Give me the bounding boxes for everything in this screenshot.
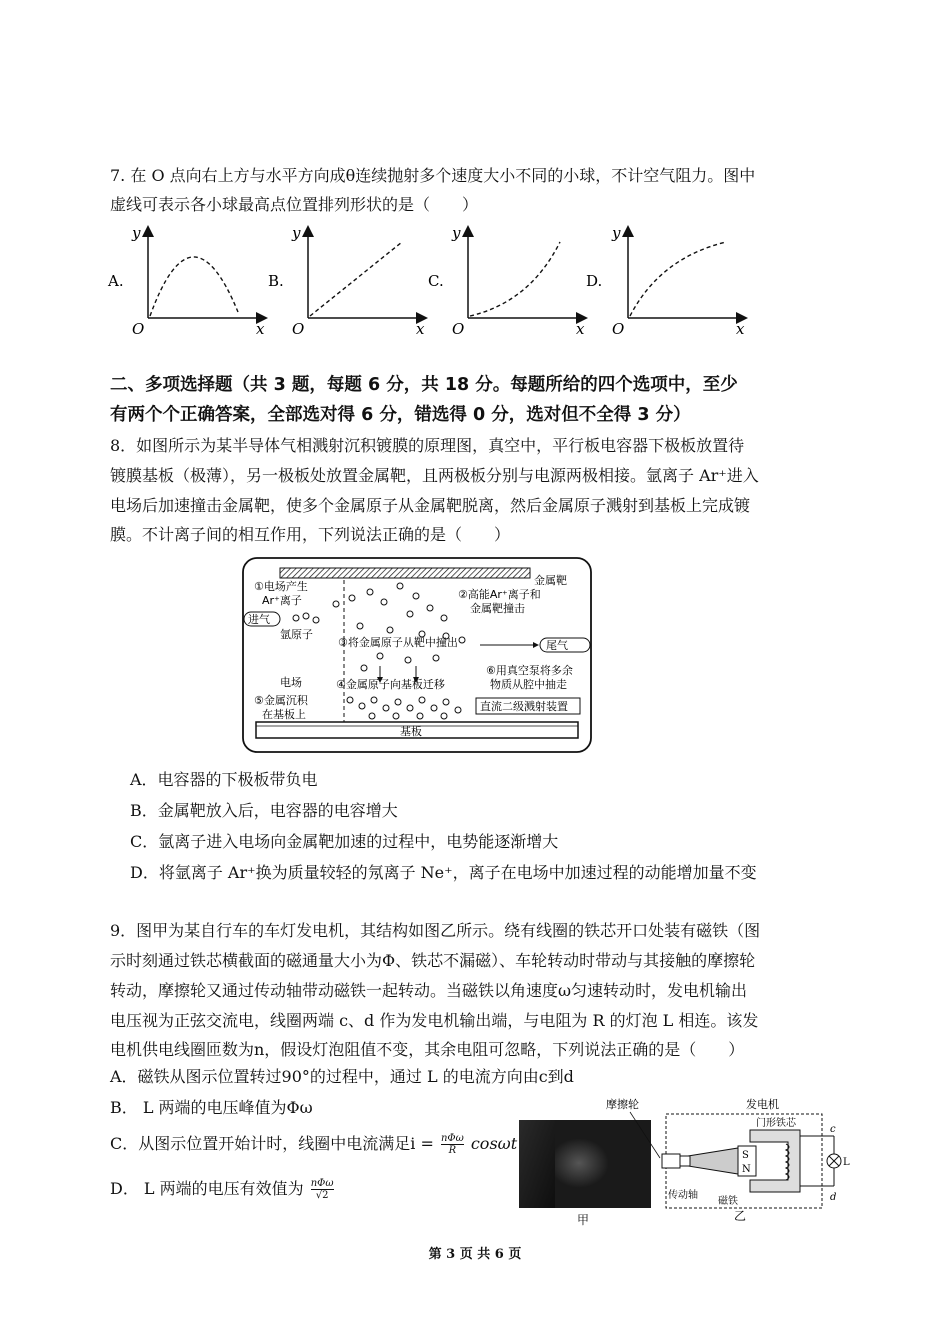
label-step3: ③将金属原子从靶中撞出: [338, 636, 458, 649]
label-shaft: 传动轴: [668, 1190, 698, 1201]
q8-option-a[interactable]: A．电容器的下极板带负电: [130, 770, 318, 789]
q7-graph-a[interactable]: [107, 224, 265, 338]
q7-graph-c-origin: O: [452, 320, 465, 338]
label-friction-wheel: 摩擦轮: [606, 1098, 639, 1111]
label-device: 直流二级溅射装置: [480, 700, 568, 713]
label-c: c: [830, 1124, 836, 1135]
label-argon: 氩原子: [280, 628, 313, 641]
q9-option-a[interactable]: A．磁铁从图示位置转过90°的过程中，通过 L 的电流方向由c到d: [110, 1067, 574, 1086]
q7-graph-d-label: D.: [586, 272, 603, 290]
q7-graph-a-x: x: [256, 320, 265, 338]
q7-graph-b-y: y: [292, 224, 301, 242]
q7-graph-d-origin: O: [612, 320, 625, 338]
label-substrate: 基板: [400, 725, 422, 738]
friction-wheel: [662, 1154, 680, 1168]
q7-curve-c: [470, 242, 560, 316]
q7-graph-c-y: y: [452, 224, 461, 242]
q9-stem-line5: 电机供电线圈匝数为n，假设灯泡阻值不变，其余电阻可忽略，下列说法正确的是（ ）: [110, 1040, 745, 1059]
q7-curve-a: [150, 257, 238, 316]
label-magnet: 磁铁: [718, 1196, 738, 1207]
q8-option-b[interactable]: B．金属靶放入后，电容器的电容增大: [130, 801, 398, 820]
q9-figure-jia-caption: 甲: [577, 1213, 590, 1227]
label-inlet: 进气: [248, 613, 270, 626]
q8-stem-line2: 镀膜基板（极薄），另一极板处放置金属靶，且两极板分别与电源两极相接。氩离子 Ar⁺进入: [110, 466, 759, 485]
label-exhaust: 尾气: [546, 639, 568, 652]
label-step1a: ①电场产生: [254, 580, 308, 593]
q9-option-c-numerator: nΦω: [440, 1133, 464, 1144]
q9-option-c-suffix: cosωt: [470, 1134, 518, 1153]
q7-graph-b-origin: O: [292, 320, 305, 338]
label-field: 电场: [280, 676, 302, 689]
q9-figure-yi-schematic: [600, 1094, 850, 1224]
q7-graph-c-label: C.: [428, 272, 444, 290]
q8-option-d[interactable]: D．将氩离子 Ar⁺换为质量较轻的氖离子 Ne⁺，离子在电场中加速过程的动能增加量不变: [130, 863, 757, 882]
q9-stem-line3: 转动，摩擦轮又通过传动轴带动磁铁一起转动。当磁铁以角速度ω匀速转动时，发电机输出: [110, 981, 748, 1000]
label-generator: 发电机: [746, 1098, 779, 1111]
q8-sputtering-diagram: [240, 556, 616, 756]
q7-option-graphs: [100, 220, 760, 340]
metal-target: [280, 568, 530, 578]
q7-graph-b-x: x: [416, 320, 425, 338]
label-yi: 乙: [734, 1209, 747, 1223]
q7-graph-b[interactable]: [268, 224, 425, 338]
q9-option-c-denominator: R: [448, 1145, 457, 1156]
q9-option-d-numerator: nΦω: [310, 1178, 334, 1189]
label-target: 金属靶: [534, 574, 567, 587]
page-footer: 第 3 页 共 6 页: [428, 1247, 522, 1262]
label-core: 门形铁芯: [756, 1118, 796, 1129]
q8-option-c[interactable]: C．氩离子进入电场向金属靶加速的过程中，电势能逐渐增大: [130, 832, 559, 851]
q7-graph-a-y: y: [132, 224, 141, 242]
label-step2b: 金属靶撞击: [470, 602, 525, 615]
q7-graph-b-label: B.: [268, 272, 284, 290]
q9-option-b[interactable]: B． L 两端的电压峰值为Φω: [110, 1098, 313, 1117]
q9-option-d[interactable]: [110, 1178, 334, 1201]
label-step4: ④金属原子向基板迁移: [336, 678, 445, 691]
q9-option-c-prefix: C．从图示位置开始计时，线圈中电流满足i =: [110, 1134, 434, 1153]
label-step6b: 物质从腔中抽走: [490, 678, 567, 691]
label-step1b: Ar⁺离子: [262, 594, 302, 607]
label-l: L: [843, 1157, 850, 1168]
q7-graph-c[interactable]: [428, 224, 585, 338]
q9-option-d-fraction: [311, 1178, 334, 1201]
q8-stem-line1: 8．如图所示为某半导体气相溅射沉积镀膜的原理图，真空中，平行板电容器下极板放置待: [110, 436, 745, 455]
q7-curve-d: [630, 242, 726, 316]
label-step5b: 在基板上: [262, 708, 306, 721]
q9-option-c-fraction: [441, 1133, 464, 1156]
q8-stem-line4: 膜。不计离子间的相互作用，下列说法正确的是（ ）: [110, 525, 511, 544]
label-d: d: [830, 1192, 837, 1203]
q9-option-d-denominator: √2: [315, 1190, 329, 1201]
q7-graph-c-x: x: [576, 320, 585, 338]
section2-heading-line2: 有两个个正确答案，全部选对得 6 分，错选得 0 分，选对但不全得 3 分）: [110, 405, 691, 425]
section2-heading-line1: 二、多项选择题（共 3 题，每题 6 分，共 18 分。每题所给的四个选项中，至少: [110, 375, 738, 395]
q7-stem-line1: 7. 在 O 点向右上方与水平方向成θ连续抛射多个速度大小不同的小球，不计空气阻力。图中: [110, 166, 756, 185]
q7-stem-line2: 虚线可表示各小球最高点位置排列形状的是（ ）: [110, 195, 479, 214]
q8-stem-line3: 电场后加速撞击金属靶，使多个金属原子从金属靶脱离，然后金属原子溅射到基板上完成镀: [110, 496, 751, 515]
q7-curve-b: [310, 242, 402, 316]
q7-graph-a-label: A.: [108, 272, 124, 290]
label-step2a: ②高能Ar⁺离子和: [458, 588, 541, 601]
q9-option-c[interactable]: [110, 1133, 517, 1156]
q7-graph-a-origin: O: [132, 320, 145, 338]
q7-graph-d-y: y: [612, 224, 621, 242]
q7-graph-d-x: x: [736, 320, 745, 338]
q9-stem-line4: 电压视为正弦交流电，线圈两端 c、d 作为发电机输出端，与电阻为 R 的灯泡 L 相连。该发: [110, 1011, 759, 1030]
q7-graph-d[interactable]: [586, 224, 745, 338]
q9-stem-line1: 9．图甲为某自行车的车灯发电机，其结构如图乙所示。绕有线圈的铁芯开口处装有磁铁（图: [110, 921, 761, 940]
label-n: N: [742, 1164, 751, 1175]
label-s: S: [742, 1150, 749, 1161]
q9-option-d-prefix: D． L 两端的电压有效值为: [110, 1179, 304, 1198]
label-step5a: ⑤金属沉积: [254, 694, 308, 707]
q9-stem-line2: 示时刻通过铁芯横截面的磁通量大小为Φ、铁芯不漏磁）、车轮转动时带动与其接触的摩擦轮: [110, 951, 756, 970]
label-step6a: ⑥用真空泵将多余: [486, 664, 573, 677]
